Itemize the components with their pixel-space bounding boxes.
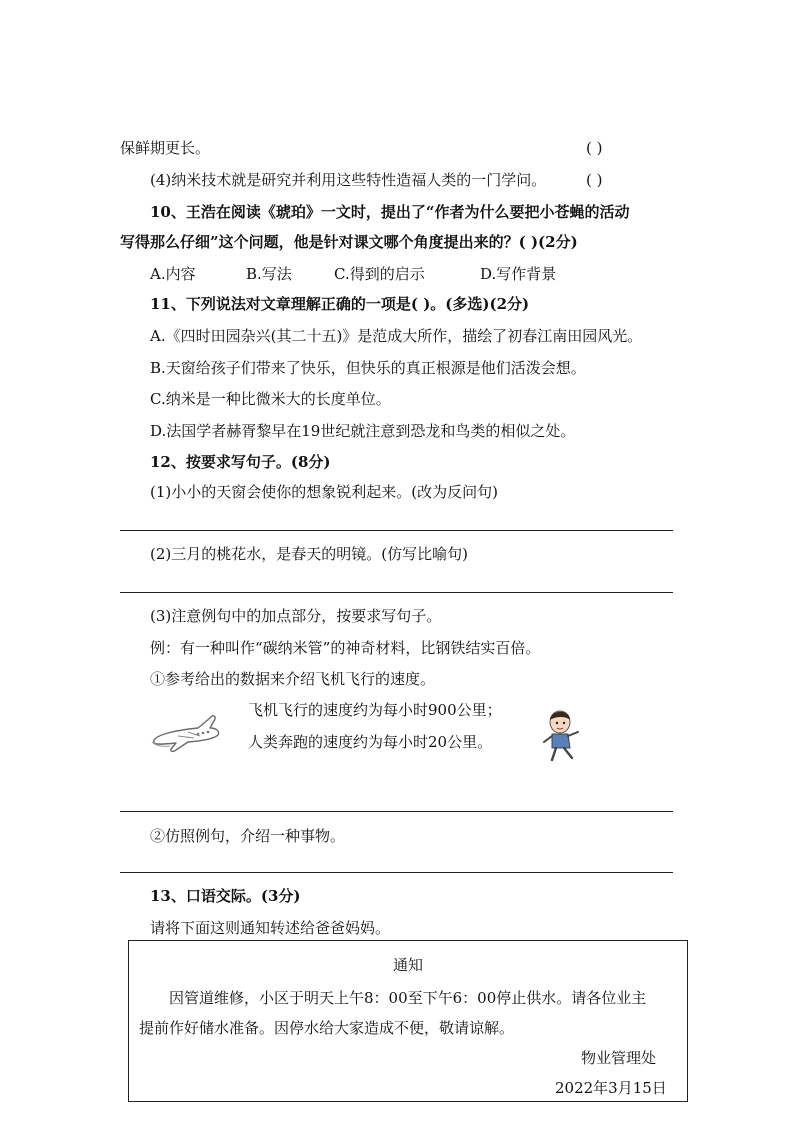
notice-date: 2022年3月15日: [555, 1079, 667, 1097]
q10-stem-line1: 10、王浩在阅读《琥珀》一文时，提出了“作者为什么要把小苍蝇的活动: [150, 203, 630, 221]
q11-stem: 11、下列说法对文章理解正确的一项是( )。(多选)(2分): [150, 295, 530, 313]
q12-sub2: (2)三月的桃花水，是春天的明镜。(仿写比喻句): [150, 545, 468, 563]
answer-paren-2[interactable]: ( ): [586, 171, 603, 189]
answer-line-2[interactable]: [120, 592, 673, 593]
q13-stem: 13、口语交际。(3分): [150, 887, 301, 905]
answer-line-4[interactable]: [120, 872, 673, 873]
q10-option-d[interactable]: D.写作背景: [480, 265, 557, 283]
q11-option-a[interactable]: A.《四时田园杂兴(其二十五)》是范成大所作，描绘了初春江南田园风光。: [150, 327, 643, 345]
q10-option-c[interactable]: C.得到的启示: [334, 265, 425, 283]
q10-stem-line2: 写得那么仔细”这个问题，他是针对课文哪个角度提出来的？( )(2分): [120, 233, 578, 251]
q12-stem: 12、按要求写句子。(8分): [150, 453, 331, 471]
statement-line-continued: 保鲜期更长。: [120, 139, 211, 157]
answer-line-3[interactable]: [120, 811, 673, 812]
q12-task2: ②仿照例句，介绍一种事物。: [150, 827, 346, 845]
answer-line-1[interactable]: [120, 530, 673, 531]
answer-paren-1[interactable]: ( ): [586, 139, 603, 157]
notice-title: 通知: [392, 956, 423, 974]
running-boy-icon: [538, 708, 586, 764]
q10-option-b[interactable]: B.写法: [246, 265, 292, 283]
airplane-icon: [148, 706, 222, 754]
q12-fact1: 飞机飞行的速度约为每小时900公里；: [248, 701, 502, 719]
notice-body-line2: 提前作好储水准备。因停水给大家造成不便，敬请谅解。: [139, 1019, 515, 1037]
q12-sub1: (1)小小的天窗会使你的想象锐利起来。(改为反问句): [150, 483, 498, 501]
q12-sub3: (3)注意例句中的加点部分，按要求写句子。: [150, 607, 442, 625]
q11-option-d[interactable]: D.法国学者赫胥黎早在19世纪就注意到恐龙和鸟类的相似之处。: [150, 422, 576, 440]
q12-task1: ①参考给出的数据来介绍飞机飞行的速度。: [150, 670, 436, 688]
statement-4: (4)纳米技术就是研究并利用这些特性造福人类的一门学问。: [150, 171, 547, 189]
q12-example: 例：有一种叫作“碳纳米管”的神奇材料，比钢铁结实百倍。: [150, 639, 541, 657]
notice-signer: 物业管理处: [581, 1049, 657, 1067]
q12-fact2: 人类奔跑的速度约为每小时20公里。: [248, 733, 493, 751]
q11-option-c[interactable]: C.纳米是一种比微米大的长度单位。: [150, 390, 391, 408]
q13-intro: 请将下面这则通知转述给爸爸妈妈。: [150, 919, 391, 937]
q10-option-a[interactable]: A.内容: [150, 265, 196, 283]
notice-body-line1: 因管道维修，小区于明天上午8：00至下午6：00停止供水。请各位业主: [169, 989, 647, 1007]
q11-option-b[interactable]: B.天窗给孩子们带来了快乐，但快乐的真正根源是他们活泼会想。: [150, 359, 586, 377]
notice-box: [128, 940, 688, 1102]
